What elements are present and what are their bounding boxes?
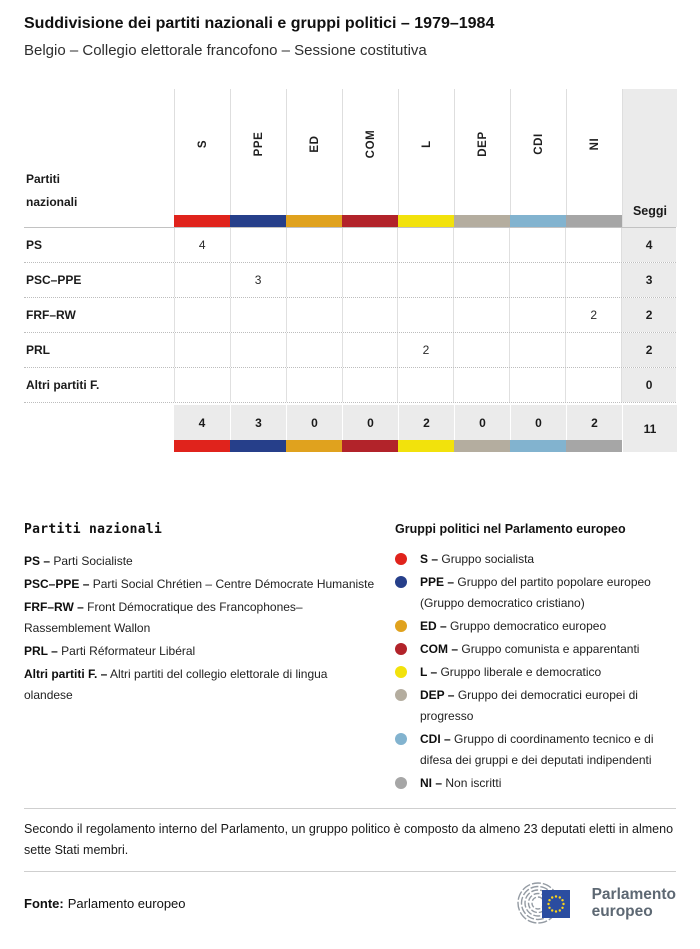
- legend-dot-s: [395, 553, 407, 565]
- cell: [565, 263, 621, 297]
- group-color-bar-l: [398, 215, 454, 227]
- cell: [230, 298, 286, 332]
- total-color-bar-cdi: [510, 440, 566, 452]
- legend-item: L – Gruppo liberale e democratico: [395, 662, 676, 683]
- cell: [397, 298, 453, 332]
- legend-item: ED – Gruppo democratico europeo: [395, 616, 676, 637]
- seats-column-header: Seggi: [622, 89, 677, 227]
- group-color-bar-ni: [566, 215, 622, 227]
- seats-cell: 0: [621, 368, 676, 402]
- cell: [342, 228, 398, 262]
- row-label: PRL: [26, 343, 50, 357]
- legend-item: Altri partiti F. – Altri partiti del collegio elettorale di lingua olandese: [24, 667, 328, 702]
- legend-item: S – Gruppo socialista: [395, 549, 676, 570]
- legend-dot-ni: [395, 777, 407, 789]
- page-title: Suddivisione dei partiti nazionali e gruppi politici – 1979–1984: [24, 15, 495, 32]
- legend-item: NI – Non iscritti: [395, 773, 676, 794]
- cell: [174, 333, 230, 367]
- legend-dot-dep: [395, 689, 407, 701]
- cell: 2: [565, 298, 621, 332]
- column-header-ed: ED: [286, 89, 342, 215]
- table-body: [24, 227, 676, 403]
- seats-cell: 2: [621, 298, 676, 332]
- legend-groups-heading: Gruppi politici nel Parlamento europeo: [395, 522, 626, 536]
- cell: [453, 228, 509, 262]
- total-color-bar-ppe: [230, 440, 286, 452]
- cell: [342, 298, 398, 332]
- cell: [453, 333, 509, 367]
- column-header-ni: NI: [566, 89, 622, 215]
- cell: [230, 368, 286, 402]
- footer: [24, 880, 676, 926]
- total-color-bar-com: [342, 440, 398, 452]
- page-subtitle: Belgio – Collegio elettorale francofono – Sessione costitutiva: [24, 42, 427, 59]
- footnote: Secondo il regolamento interno del Parlamento, un gruppo politico è composto da almeno 23 deputati eletti in almeno sette Stati membri.: [24, 822, 674, 857]
- cell: [342, 333, 398, 367]
- cell: [509, 333, 565, 367]
- divider: [24, 808, 676, 809]
- seats-table: [24, 89, 676, 452]
- seats-cell: 3: [621, 263, 676, 297]
- total-color-bar-l: [398, 440, 454, 452]
- column-header-ppe: PPE: [230, 89, 286, 215]
- column-header-l: L: [398, 89, 454, 215]
- group-color-bar-com: [342, 215, 398, 227]
- cell: [397, 368, 453, 402]
- cell: [286, 263, 342, 297]
- logo-wordmark: Parlamento europeo: [591, 886, 676, 920]
- row-label: Altri partiti F.: [26, 378, 100, 392]
- cell: [509, 263, 565, 297]
- legend-political-groups: [395, 522, 676, 796]
- legend-item: PS – Parti Socialiste: [24, 554, 133, 568]
- cell: [286, 228, 342, 262]
- cell: [230, 228, 286, 262]
- legend-parties-heading: Partiti nazionali: [24, 522, 163, 537]
- table-row: [24, 368, 676, 403]
- cell: [453, 298, 509, 332]
- group-color-bar-s: [174, 215, 230, 227]
- cell: [397, 228, 453, 262]
- source-line: Fonte: Parlamento europeo: [24, 895, 186, 911]
- cell: [509, 228, 565, 262]
- total-color-bar-ni: [566, 440, 622, 452]
- cell: [509, 298, 565, 332]
- total-cell: 0: [454, 405, 510, 440]
- cell: [230, 333, 286, 367]
- cell: [174, 263, 230, 297]
- table-row: [24, 228, 676, 263]
- total-color-bar-dep: [454, 440, 510, 452]
- group-color-bar-dep: [454, 215, 510, 227]
- total-cell: 0: [342, 405, 398, 440]
- row-label: FRF–RW: [26, 308, 76, 322]
- legend-dot-l: [395, 666, 407, 678]
- cell: [565, 228, 621, 262]
- seats-cell: 4: [621, 228, 676, 262]
- total-cell: 0: [510, 405, 566, 440]
- legend-dot-ed: [395, 620, 407, 632]
- cell: [397, 263, 453, 297]
- cell: 3: [230, 263, 286, 297]
- legends: [24, 522, 676, 796]
- divider: [24, 871, 676, 872]
- row-label: PS: [26, 238, 43, 252]
- row-axis-label: Partiti nazionali: [26, 172, 78, 209]
- seats-cell: 2: [621, 333, 676, 367]
- column-header-cdi: CDI: [510, 89, 566, 215]
- table-row: [24, 333, 676, 368]
- cell: [342, 368, 398, 402]
- cell: [286, 298, 342, 332]
- group-color-bar-cdi: [510, 215, 566, 227]
- group-color-bar-ed: [286, 215, 342, 227]
- total-cell: 0: [286, 405, 342, 440]
- total-color-bar-ed: [286, 440, 342, 452]
- table-row: [24, 298, 676, 333]
- total-color-bar-s: [174, 440, 230, 452]
- total-cell: 3: [230, 405, 286, 440]
- column-header-s: S: [174, 89, 230, 215]
- cell: [342, 263, 398, 297]
- cell: [174, 298, 230, 332]
- total-cell: 2: [398, 405, 454, 440]
- total-cell: 2: [566, 405, 622, 440]
- total-seats-cell: 11: [622, 405, 677, 452]
- table-row: [24, 263, 676, 298]
- table-header: [24, 89, 676, 227]
- cell: [565, 333, 621, 367]
- parliament-hemicycle-icon: [511, 880, 583, 926]
- cell: [174, 368, 230, 402]
- group-color-bar-ppe: [230, 215, 286, 227]
- legend-item: COM – Gruppo comunista e apparentanti: [395, 639, 676, 660]
- column-header-dep: DEP: [454, 89, 510, 215]
- total-cell: 4: [174, 405, 230, 440]
- legend-dot-com: [395, 643, 407, 655]
- legend-item: PSC–PPE – Parti Social Chrétien – Centre Démocrate Humaniste: [24, 577, 375, 591]
- legend-item: PPE – Gruppo del partito popolare europeo (Gruppo democratico cristiano): [395, 572, 676, 614]
- cell: 2: [397, 333, 453, 367]
- cell: [286, 368, 342, 402]
- totals-spacer: [24, 405, 174, 452]
- legend-item: DEP – Gruppo dei democratici europei di progresso: [395, 685, 676, 727]
- legend-dot-cdi: [395, 733, 407, 745]
- cell: [509, 368, 565, 402]
- legend-dot-ppe: [395, 576, 407, 588]
- row-label: PSC–PPE: [26, 273, 82, 287]
- cell: [565, 368, 621, 402]
- legend-item: FRF–RW – Front Démocratique des Francophones–Rassemblement Wallon: [24, 600, 303, 635]
- cell: [453, 368, 509, 402]
- cell: 4: [174, 228, 230, 262]
- column-header-com: COM: [342, 89, 398, 215]
- legend-item: PRL – Parti Réformateur Libéral: [24, 644, 196, 658]
- european-parliament-logo: [511, 880, 676, 926]
- legend-item: CDI – Gruppo di coordinamento tecnico e di difesa dei gruppi e dei deputati indipendenti: [395, 729, 676, 771]
- totals-row: [24, 405, 676, 452]
- cell: [453, 263, 509, 297]
- cell: [286, 333, 342, 367]
- legend-national-parties: [24, 522, 376, 796]
